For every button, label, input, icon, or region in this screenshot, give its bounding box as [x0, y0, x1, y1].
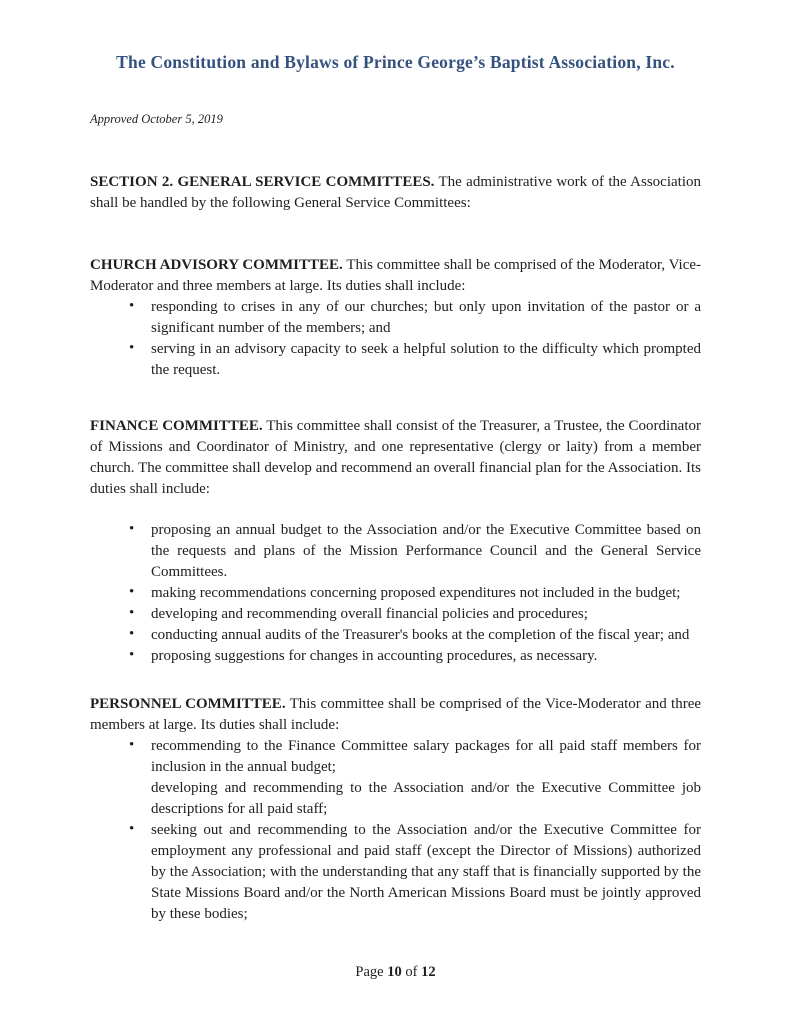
- section-church-advisory-committee: [90, 255, 701, 381]
- section-paragraph: [90, 694, 701, 736]
- section-paragraph: [90, 255, 701, 297]
- list-item: [90, 339, 701, 381]
- section-heading: CHURCH ADVISORY COMMITTEE.: [90, 257, 343, 273]
- list-item-text: responding to crises in any of our churches; but only upon invitation of the pastor or a significant number of the members; and: [151, 299, 701, 336]
- section-body-text: This committee shall consist of the Treasurer, a Trustee, the Coordinator of Missions and Coordinator of Ministry, and one representative (clergy or laity) from a member church. The committee shall develop and recommend an overall financial plan for the Association. Its duties shall include:: [90, 418, 701, 497]
- section-finance-committee: [90, 416, 701, 667]
- section-heading: FINANCE COMMITTEE.: [90, 418, 263, 434]
- bullet-icon: •: [129, 626, 135, 642]
- list-item: [90, 520, 701, 583]
- list-item-text: seeking out and recommending to the Association and/or the Executive Committee for employment any professional and paid staff (except the Director of Missions) authorized by the Association; with the understanding that any staff that is financially supported by the State Missions Board and/or the North American Missions Board must be jointly approved by these bodies;: [151, 822, 701, 922]
- list-item-unbulleted: [90, 778, 701, 820]
- footer-total-pages: 12: [421, 964, 436, 980]
- bullet-icon: •: [129, 647, 135, 663]
- section-heading: SECTION 2. GENERAL SERVICE COMMITTEES.: [90, 174, 435, 190]
- bullet-list: [90, 736, 701, 925]
- list-item: [90, 625, 701, 646]
- list-item: [90, 736, 701, 778]
- bullet-icon: •: [129, 821, 135, 837]
- section-general-service-committees: [90, 172, 701, 214]
- bullet-icon: •: [129, 521, 135, 537]
- section-heading: PERSONNEL COMMITTEE.: [90, 696, 286, 712]
- list-item-text: recommending to the Finance Committee salary packages for all paid staff members for inclusion in the annual budget;: [151, 738, 701, 775]
- list-item-text: making recommendations concerning proposed expenditures not included in the budget;: [151, 585, 681, 601]
- list-item: [90, 820, 701, 925]
- bullet-icon: •: [129, 340, 135, 356]
- list-item-text: serving in an advisory capacity to seek a helpful solution to the difficulty which prompted the request.: [151, 341, 701, 378]
- section-body-text: This committee shall be comprised of the Vice-Moderator and three members at large. Its duties shall include:: [90, 696, 702, 733]
- section-personnel-committee: [90, 694, 701, 925]
- section-body-text: This committee shall be comprised of the Moderator, Vice-Moderator and three members at large. Its duties shall include:: [90, 257, 702, 294]
- list-item: [90, 583, 701, 604]
- bullet-list: [90, 520, 701, 667]
- footer-current-page: 10: [387, 964, 402, 980]
- page-footer: [0, 963, 791, 982]
- list-item-text: proposing an annual budget to the Association and/or the Executive Committee based on the requests and plans of the Mission Performance Council and the General Service Committees.: [151, 522, 701, 580]
- bullet-icon: •: [129, 298, 135, 314]
- approved-date: Approved October 5, 2019: [90, 112, 223, 126]
- section-paragraph: [90, 416, 701, 500]
- section-body-text: The administrative work of the Association shall be handled by the following General Service Committees:: [90, 174, 701, 211]
- bullet-icon: •: [129, 737, 135, 753]
- list-item: [90, 646, 701, 667]
- bullet-list: [90, 297, 701, 381]
- document-title: The Constitution and Bylaws of Prince George’s Baptist Association, Inc.: [116, 52, 675, 72]
- footer-page-label: Page: [355, 964, 384, 980]
- list-item: [90, 604, 701, 625]
- list-item-text: developing and recommending overall financial policies and procedures;: [151, 606, 588, 622]
- list-item-text: conducting annual audits of the Treasurer's books at the completion of the fiscal year; and: [151, 627, 690, 643]
- list-item-text: developing and recommending to the Association and/or the Executive Committee job descriptions for all paid staff;: [151, 780, 701, 817]
- bullet-icon: •: [129, 584, 135, 600]
- footer-of-label: of: [405, 964, 418, 980]
- bullet-icon: •: [129, 605, 135, 621]
- list-item-text: proposing suggestions for changes in accounting procedures, as necessary.: [151, 648, 598, 664]
- list-item: [90, 297, 701, 339]
- section-paragraph: [90, 172, 701, 214]
